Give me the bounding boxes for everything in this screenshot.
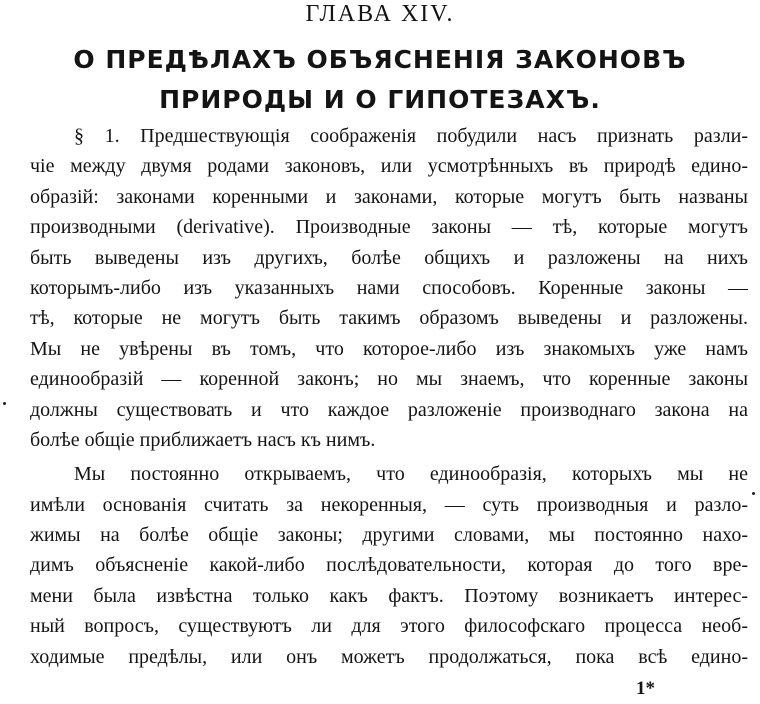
text-line: Мы не увѣрены въ томъ, что которое-либо изъ знакомыхъ уже намъ [30, 337, 748, 360]
text-line: единообразій — коренной законъ; но мы знаемъ, что коренные законы [30, 368, 748, 391]
margin-speck [752, 492, 755, 495]
text-line: жимы на болѣе общіе законы; другими словами, мы постоянно нахо- [30, 524, 748, 547]
text-line: быть выведены изъ другихъ, болѣе общихъ и разложены на нихъ [30, 246, 748, 269]
text-line: ходимые предѣлы, или онъ можетъ продолжаться, пока всѣ едино- [30, 645, 748, 668]
paragraph-1 [30, 121, 748, 455]
body-text [30, 121, 748, 672]
text-line: тѣ, которые не могутъ быть такимъ образомъ выведены и разложены. [30, 307, 748, 330]
text-line: производными (derivative). Производные законы — тѣ, которые могутъ [30, 216, 748, 239]
text-line: чіе между двумя родами законовъ, или усмотрѣнныхъ въ природѣ едино- [30, 155, 748, 178]
text-line: должны существовать и что каждое разложеніе производнаго закона на [30, 398, 748, 421]
chapter-title-line: ПРИРОДЫ И О ГИПОТЕЗАХЪ. [159, 85, 601, 114]
margin-speck [3, 402, 6, 405]
signature-mark: 1* [636, 678, 655, 699]
text-line: мени была извѣстна только какъ фактъ. Поэтому возникаетъ интерес- [30, 584, 748, 607]
text-line: Мы постоянно открываемъ, что единообразія, которыхъ мы не [74, 463, 748, 486]
text-line: имѣли основанія считать за некоренныя, — суть производныя и разло- [30, 493, 748, 516]
chapter-heading: ГЛАВА XIV. [305, 1, 455, 27]
paragraph-2 [30, 459, 748, 672]
text-line: димъ объясненіе какой-либо послѣдовательности, которая до того вре- [30, 554, 748, 577]
text-line: § 1. Предшествующія соображенія побудили насъ признать разли- [74, 125, 748, 147]
text-line: болѣе общіе приближаетъ насъ къ нимъ. [30, 428, 376, 451]
text-line: которымъ-либо изъ указанныхъ нами способовъ. Коренные законы — [30, 276, 748, 299]
text-line: образій: законами коренными и законами, которые могутъ быть названы [30, 185, 748, 208]
chapter-title-line: О ПРЕДѢЛАХЪ ОБЪЯСНЕНІЯ ЗАКОНОВЪ [73, 45, 687, 74]
text-line: ный вопросъ, существуютъ ли для этого философскаго процесса необ- [30, 615, 748, 638]
chapter-title [20, 40, 740, 120]
